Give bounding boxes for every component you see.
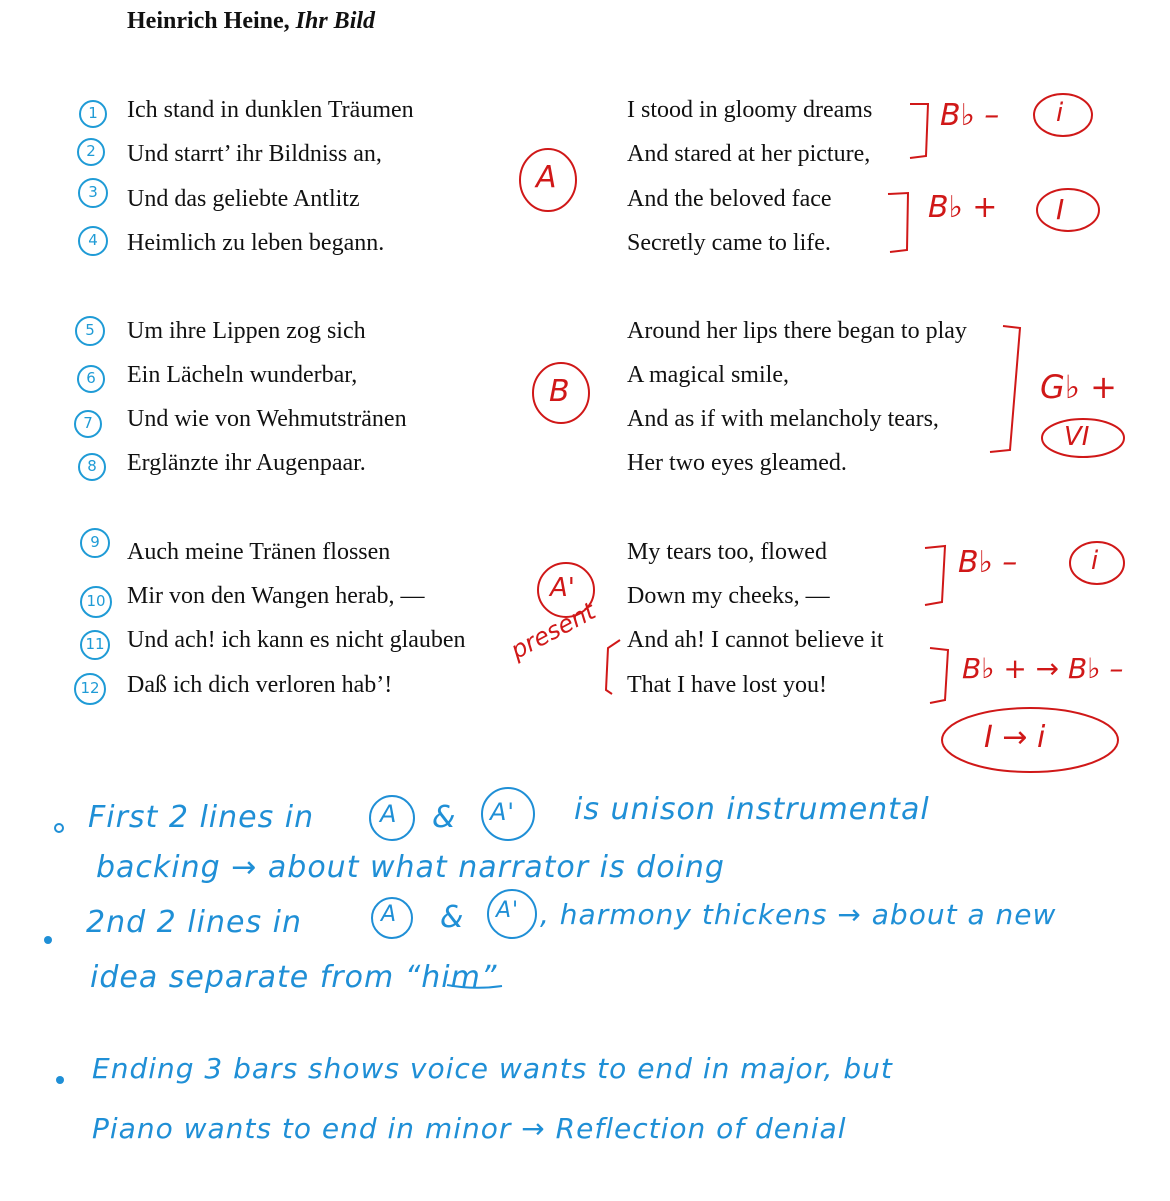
key-label: B♭ – — [940, 98, 1000, 133]
note-text: First 2 lines in — [88, 800, 315, 835]
note-text: & — [440, 900, 465, 935]
note-text: , harmony thickens → about a new — [540, 898, 1057, 931]
line-number: 12 — [80, 679, 100, 697]
bracket — [990, 326, 1020, 452]
line-number: 10 — [86, 592, 106, 610]
section-label: A — [536, 160, 557, 195]
note-circle-label: A — [380, 800, 398, 828]
line-number: 2 — [86, 142, 96, 160]
numeral-label: I → i — [984, 720, 1046, 755]
bracket — [925, 546, 945, 605]
key-label: B♭ + → B♭ – — [962, 652, 1124, 685]
english-line: That I have lost you! — [627, 672, 827, 698]
section-label: B — [549, 374, 570, 409]
numeral-label: I — [1056, 193, 1065, 226]
line-number: 8 — [87, 457, 97, 475]
numeral-label: VI — [1064, 422, 1090, 452]
english-line: Down my cheeks, — — [627, 583, 830, 609]
german-line: Ein Lächeln wunderbar, — [127, 362, 358, 388]
note-text: idea separate from “him” — [90, 960, 498, 995]
key-label: B♭ + — [928, 190, 998, 225]
bullet — [56, 1076, 64, 1084]
german-line: Auch meine Tränen flossen — [127, 539, 391, 565]
bullet — [55, 824, 63, 832]
english-line: Around her lips there began to play — [627, 318, 967, 344]
german-line: Mir von den Wangen herab, — — [127, 583, 425, 609]
numeral-label: i — [1091, 546, 1099, 576]
english-line: Secretly came to life. — [627, 230, 831, 256]
german-line: Erglänzte ihr Augenpaar. — [127, 450, 366, 476]
line-number: 1 — [88, 104, 98, 122]
german-line: Um ihre Lippen zog sich — [127, 318, 366, 344]
note-text: Piano wants to end in minor → Reflection of denial — [92, 1112, 847, 1145]
note-text: Ending 3 bars shows voice wants to end in major, but — [92, 1052, 893, 1085]
english-line: My tears too, flowed — [627, 539, 827, 565]
key-label: B♭ – — [958, 545, 1018, 580]
numeral-label: i — [1056, 98, 1064, 128]
note-text: is unison instrumental — [574, 792, 930, 827]
bracket — [910, 104, 928, 158]
english-line: Her two eyes gleamed. — [627, 450, 847, 476]
german-line: Daß ich dich verloren hab’! — [127, 672, 393, 698]
english-line: A magical smile, — [627, 362, 789, 388]
german-line: Und wie von Wehmutstränen — [127, 406, 407, 432]
english-line: And ah! I cannot believe it — [627, 627, 884, 653]
german-line: Heimlich zu leben begann. — [127, 230, 385, 256]
line-number: 6 — [86, 369, 96, 387]
line-number: 4 — [88, 231, 98, 249]
bracket — [606, 640, 620, 694]
bullet — [44, 936, 52, 944]
english-line: And as if with melancholy tears, — [627, 406, 939, 432]
german-line: Und starrt’ ihr Bildniss an, — [127, 141, 382, 167]
line-number: 3 — [88, 183, 98, 201]
numeral-circle — [1037, 189, 1099, 231]
note-circle-label: A — [381, 902, 398, 927]
english-line: And the beloved face — [627, 186, 832, 212]
work-title: Ihr Bild — [295, 8, 376, 34]
german-line: Und das geliebte Antlitz — [127, 186, 360, 212]
german-line: Ich stand in dunklen Träumen — [127, 97, 414, 123]
line-number: 11 — [85, 635, 105, 653]
english-line: And stared at her picture, — [627, 141, 871, 167]
present-label: present — [506, 596, 601, 665]
author-name: Heinrich Heine, — [127, 8, 290, 34]
english-line: I stood in gloomy dreams — [627, 97, 873, 123]
german-line: Und ach! ich kann es nicht glauben — [127, 627, 466, 653]
note-text: & — [432, 800, 457, 835]
note-circle-label: A' — [496, 898, 520, 923]
line-number: 7 — [83, 414, 93, 432]
note-text: backing → about what narrator is doing — [96, 850, 725, 885]
key-label: G♭ + — [1040, 368, 1117, 406]
line-number: 9 — [90, 533, 100, 551]
line-number: 5 — [85, 321, 95, 339]
note-text: 2nd 2 lines in — [86, 905, 302, 940]
bracket — [930, 648, 948, 703]
section-label: A' — [550, 573, 575, 603]
bracket — [888, 193, 908, 252]
note-circle-label: A' — [490, 798, 516, 826]
